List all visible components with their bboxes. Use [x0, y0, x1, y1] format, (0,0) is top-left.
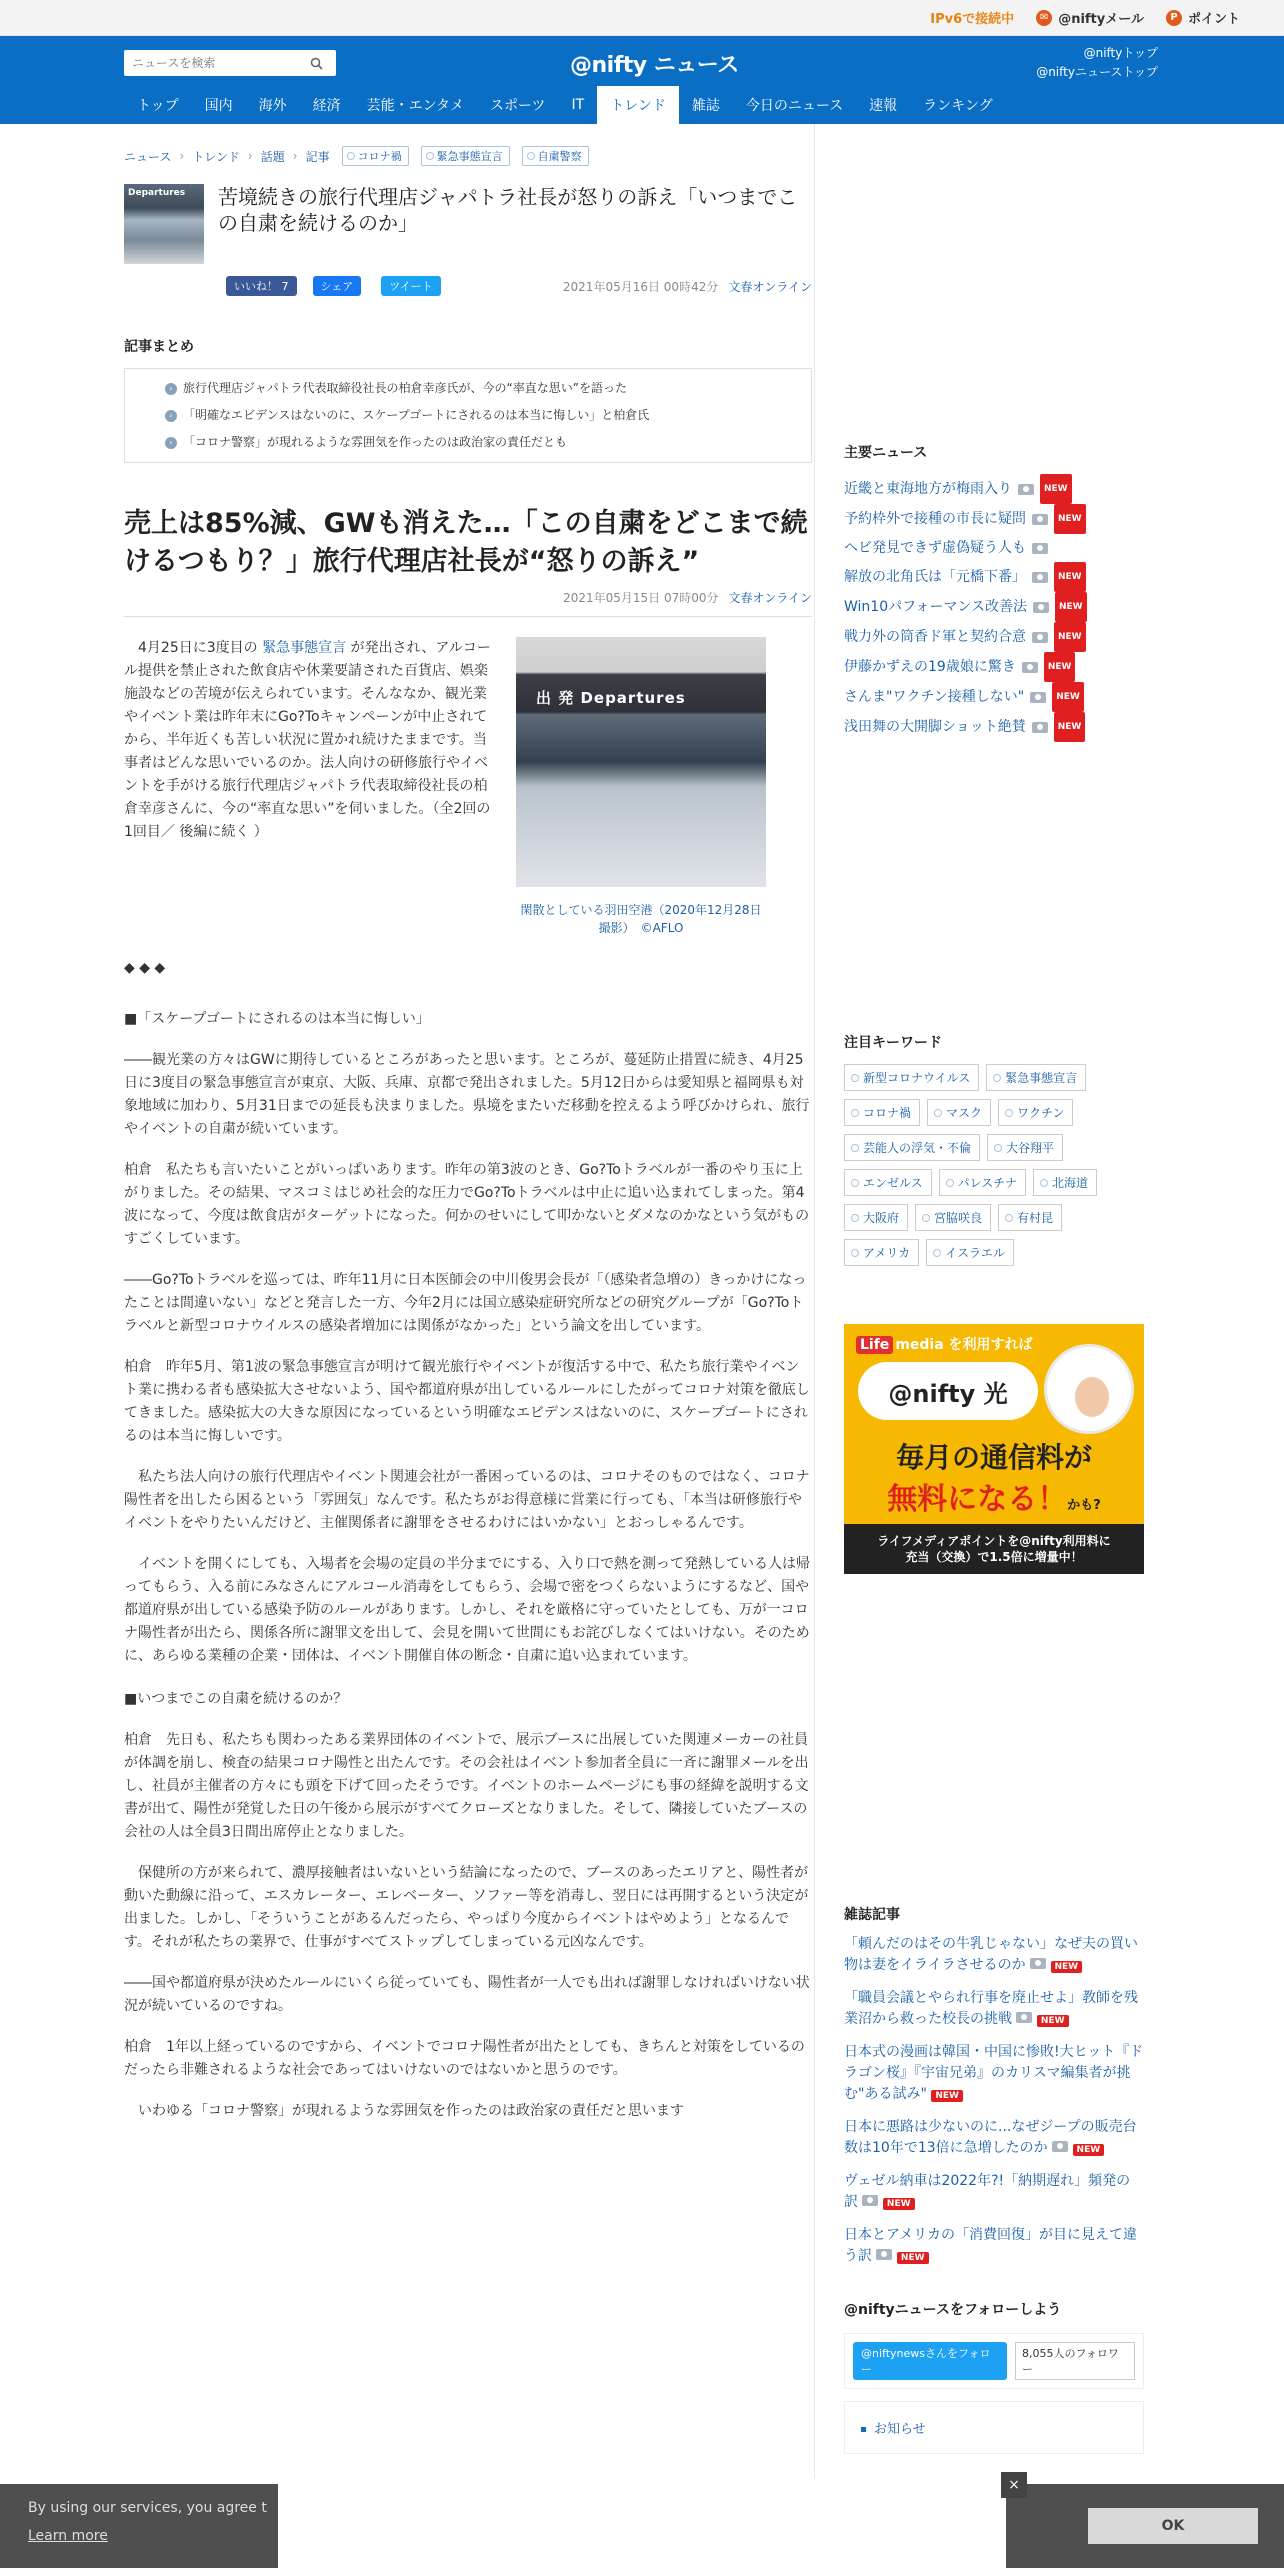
- new-badge: NEW: [1054, 712, 1086, 742]
- nav-today[interactable]: 今日のニュース: [745, 98, 844, 114]
- info-box: [844, 2401, 1144, 2454]
- keyword-tag[interactable]: 大谷翔平: [987, 1134, 1063, 1161]
- nav-breaking[interactable]: 速報: [869, 98, 898, 114]
- magazine-link[interactable]: ヴェゼル納車は2022年?!「納期遅れ」頻発の訳 NEW: [844, 2173, 1131, 2210]
- breadcrumb: ニュース › トレンド › 話題 › 記事 コロナ禍 緊急事態宣言 自粛警察: [124, 146, 812, 166]
- section-heading: ■「スケープゴートにされるのは本当に悔しい」: [124, 1011, 430, 1027]
- tag-link[interactable]: 自粛警察: [522, 146, 589, 166]
- new-badge: NEW: [1051, 1961, 1083, 1973]
- summary-heading: 記事まとめ: [124, 339, 194, 355]
- body-paragraph: ――観光業の方々はGWに期待しているところがあったと思います。ところが、蔓延防止措置に続き、4月25日に3度目の緊急事態宣言が東京、大阪、兵庫、京都で発出されました。5月12日からは愛知県と福岡県も対象地域に加わり、5月31日までの延長も決まりました。県境をまたいだ移動を控えるよう呼びかけられ、旅行やイベントの自粛が続いています。: [124, 1052, 810, 1137]
- article-photo: [516, 637, 766, 937]
- ad-footer: ライフメディアポイントを@nifty利用料に 充当（交換）で1.5倍に増量中！: [844, 1524, 1144, 1574]
- nav-magazine[interactable]: 雑誌: [691, 98, 720, 114]
- keyword-tag[interactable]: アメリカ: [844, 1239, 919, 1266]
- camera-icon: [862, 2195, 878, 2206]
- site-header: [0, 36, 1284, 124]
- article-meta: [124, 589, 812, 617]
- advertisement-banner[interactable]: [844, 1324, 1144, 1574]
- column-divider: [814, 124, 815, 2568]
- new-badge: NEW: [1054, 622, 1086, 652]
- ad-logo: @nifty 光: [858, 1362, 1038, 1420]
- new-badge: NEW: [883, 2198, 915, 2210]
- body-paragraph: ――国や都道府県が決めたルールにいくら従っていても、陽性者が一人でも出れば謝罪しなければいけない状況が続いているのですね。: [124, 1975, 810, 2014]
- camera-icon: [1052, 2141, 1068, 2152]
- news-link[interactable]: ヘビ発見できず虚偽疑う人も: [844, 534, 1144, 562]
- nav-overseas[interactable]: 海外: [258, 98, 287, 114]
- search-input[interactable]: [124, 56, 304, 70]
- bullet-icon: [861, 2427, 866, 2432]
- arrow-icon: ›: [165, 437, 177, 449]
- new-badge: NEW: [1055, 592, 1087, 622]
- camera-icon: [1030, 1958, 1046, 1969]
- article-header: [124, 184, 812, 264]
- magazine-link[interactable]: 日本式の漫画は韓国・中国に惨敗!大ヒット『ドラゴン桜』『宇宙兄弟』のカリスマ編集者が挑む"ある試み" NEW: [844, 2044, 1144, 2102]
- nav-economy[interactable]: 経済: [312, 98, 341, 114]
- twitter-follow: [844, 2333, 1144, 2389]
- ad-line1: 毎月の通信料が: [895, 1441, 1092, 1474]
- magazine-link[interactable]: 日本とアメリカの「消費回復」が目に見えて違う訳 NEW: [844, 2227, 1138, 2264]
- article-thumbnail: Departures: [124, 184, 204, 264]
- camera-icon: [1032, 572, 1048, 583]
- news-link[interactable]: さんま"ワクチン接種しない" NEW: [844, 682, 1144, 712]
- nav-top[interactable]: トップ: [137, 98, 179, 114]
- sheep-mascot-icon: [1044, 1344, 1134, 1434]
- sidebar: [844, 124, 1144, 2454]
- keyword-tag[interactable]: コロナ禍: [844, 1099, 920, 1126]
- header-links: [1036, 44, 1158, 82]
- section-heading: ■いつまでこの自粛を続けるのか？: [124, 1691, 348, 1707]
- breadcrumb-trend[interactable]: トレンド: [192, 149, 240, 164]
- top-utility-bar: [0, 0, 1284, 36]
- magazine-link[interactable]: 日本に悪路は少ないのに...なぜジープの販売台数は10年で13倍に急増したのか NEW: [844, 2119, 1137, 2156]
- news-link[interactable]: 伊藤かずえの19歳娘に驚き NEW: [844, 652, 1144, 682]
- overlay-popup: [278, 2477, 1020, 2568]
- body-paragraph: 私たち法人向けの旅行代理店やイベント関連会社が一番困っているのは、コロナそのものではなく、コロナ陽性者を出したら困るという「雰囲気」なんです。私たちがお得意様に営業に行っても、「本当は研修旅行やイベントをやりたいんだけど、主催関係者に謝罪をさせるわけにはいかない」とおっしゃるんです。: [124, 1469, 810, 1531]
- emergency-link[interactable]: 緊急事態宣言: [262, 640, 347, 656]
- site-logo[interactable]: @nifty ニュース: [570, 53, 739, 78]
- arrow-icon: ›: [165, 383, 177, 395]
- p-icon: P: [1166, 10, 1182, 26]
- body-paragraph: 保健所の方が来られて、濃厚接触者はいないという結論になったので、ブースのあったエリアと、陽性者が動いた動線に沿って、エスカレーター、エレベーター、ソファー等を消毒し、翌日には再開するという決定が出ました。しかし、「そういうことがあるんだったら、やっぱり今度からイベントはやめよう」となるんです。それが私たちの業界で、仕事がすべてストップしてしまっている元凶なんです。: [124, 1865, 809, 1950]
- keyword-block: [844, 1032, 1144, 1266]
- breadcrumb-article[interactable]: 記事: [305, 149, 330, 164]
- keyword-list: [844, 1064, 1144, 1266]
- cookie-text: By using our services, you agree t: [28, 2500, 267, 2516]
- search-box: [124, 50, 336, 76]
- article-source[interactable]: 文春オンライン: [728, 279, 812, 294]
- ad-line2: 無料になる！かも?: [887, 1482, 1101, 1517]
- magazine-link[interactable]: 「職員会議とやられ行事を廃止せよ」教師を残業沼から救った校長の挑戦 NEW: [844, 1990, 1138, 2027]
- photo-caption[interactable]: 閑散としている羽田空港（2020年12月28日撮影） ©AFLO: [520, 903, 762, 935]
- new-badge: NEW: [1054, 504, 1086, 534]
- learn-more-link[interactable]: Learn more: [28, 2528, 108, 2544]
- keyword-tag[interactable]: パレスチナ: [939, 1169, 1026, 1196]
- breadcrumb-topic[interactable]: 話題: [260, 149, 285, 164]
- new-badge: NEW: [1040, 474, 1072, 504]
- new-badge: NEW: [1044, 652, 1076, 682]
- nifty-top-link[interactable]: @niftyトップ: [1083, 46, 1158, 60]
- nav-sports[interactable]: スポーツ: [490, 98, 546, 114]
- tag-link[interactable]: コロナ禍: [342, 146, 409, 166]
- keyword-tag[interactable]: 有村昆: [998, 1204, 1062, 1231]
- keyword-tag[interactable]: エンゼルス: [844, 1169, 932, 1196]
- nav-domestic[interactable]: 国内: [204, 98, 233, 114]
- summary-item: › 旅行代理店ジャパトラ代表取締役社長の柏倉幸彦氏が、今の“率直な思い”を語った: [165, 375, 811, 402]
- camera-icon: [876, 2249, 892, 2260]
- keyword-tag[interactable]: 大阪府: [844, 1204, 908, 1231]
- follower-count[interactable]: 8,055人のフォロワー: [1015, 2342, 1135, 2380]
- camera-icon: [1032, 543, 1048, 554]
- article-body: [124, 957, 812, 2123]
- new-badge: NEW: [1037, 2015, 1069, 2027]
- new-badge: NEW: [1054, 562, 1086, 592]
- follow-heading: @niftyニュースをフォローしよう: [844, 2302, 1062, 2318]
- camera-icon: [1032, 632, 1048, 643]
- keyword-tag[interactable]: マスク: [927, 1099, 991, 1126]
- follow-block: [844, 2299, 1144, 2454]
- nav-trend[interactable]: トレンド: [597, 86, 679, 124]
- keyword-tag[interactable]: 宮脇咲良: [915, 1204, 991, 1231]
- nav-it[interactable]: IT: [571, 97, 585, 113]
- article-headline: 売上は85%減、GWも消えた…「この自粛をどこまで続けるつもり？」旅行代理店社長が“怒りの訴え”: [124, 508, 808, 577]
- article-title: 苦境続きの旅行代理店ジャパトラ社長が怒りの訴え「いつまでこの自粛を続けるのか」: [218, 185, 798, 235]
- tweet-button[interactable]: ツイート: [381, 276, 440, 296]
- arrow-icon: ›: [165, 410, 177, 422]
- cookie-ok-button[interactable]: OK: [1088, 2508, 1258, 2544]
- magazine-block: [844, 1904, 1144, 2269]
- summary-item: › 「明確なエビデンスはないのに、スケープゴートにされるのは本当に悔しい」と柏倉氏: [165, 402, 811, 429]
- share-row: [124, 276, 812, 296]
- keyword-tag[interactable]: 緊急事態宣言: [986, 1064, 1086, 1091]
- keyword-tag[interactable]: ワクチン: [998, 1099, 1073, 1126]
- airport-image[interactable]: 出 発 Departures: [516, 637, 766, 887]
- nifty-news-top-link[interactable]: @niftyニューストップ: [1036, 65, 1158, 79]
- camera-icon: [1018, 484, 1034, 495]
- camera-icon: [1016, 2012, 1032, 2023]
- keyword-tag[interactable]: 北海道: [1033, 1169, 1097, 1196]
- mail-link[interactable]: ✉ @niftyメール: [1036, 8, 1144, 27]
- keywords-heading: 注目キーワード: [844, 1035, 942, 1051]
- news-link[interactable]: 近畿と東海地方が梅雨入り NEW: [844, 474, 1144, 504]
- nav-entertainment[interactable]: 芸能・エンタメ: [366, 98, 465, 114]
- main-news-block: [844, 442, 1144, 742]
- article-date: 2021年05月16日 00時42分: [562, 279, 719, 294]
- keyword-tag[interactable]: 新型コロナウイルス: [844, 1064, 979, 1091]
- body-paragraph: いわゆる「コロナ警察」が現れるような雰囲気を作ったのは政治家の責任だと思います: [138, 2103, 684, 2119]
- new-badge: NEW: [931, 2090, 963, 2102]
- news-link[interactable]: 解放の北角氏は「元橋下番」 NEW: [844, 562, 1144, 592]
- twitter-follow-button[interactable]: @niftynewsさんをフォロー: [853, 2342, 1007, 2380]
- magazine-link[interactable]: 「頼んだのはその牛乳じゃない」なぜ夫の買い物は妻をイライラさせるのか NEW: [844, 1936, 1138, 1973]
- lead-paragraph: 4月25日に3度目の 緊急事態宣言 が発出され、アルコール提供を禁止された飲食店や休業要請された百貨店、娯楽施設などの苦境が伝えられています。そんななか、観光業やイベント業は昨年末にGo?Toキャンペーンが中止されてから、半年近くも苦しい状況に置かれ続けたままです。当事者はどんな思いでいるのか。法人向けの研修旅行やイベントを手がける旅行代理店ジャパトラ代表取締役社長の柏倉幸彦さんに、今の“率直な思い”を伺いました。（全2回の1回目／ 後編に続く ）: [124, 640, 491, 840]
- tag-link[interactable]: 緊急事態宣言: [421, 146, 510, 166]
- point-link[interactable]: P ポイント: [1166, 8, 1240, 27]
- camera-icon: [1033, 602, 1049, 613]
- section-divider: ◆ ◆ ◆: [124, 960, 166, 976]
- breadcrumb-news[interactable]: ニュース: [124, 149, 172, 164]
- ipv6-status: IPv6で接続中: [930, 12, 1015, 27]
- new-badge: NEW: [1073, 2144, 1105, 2156]
- source-link[interactable]: 文春オンライン: [728, 591, 812, 605]
- camera-icon: [1032, 514, 1048, 525]
- main-nav: [124, 86, 1006, 124]
- body-paragraph: 柏倉 私たちも言いたいことがいっぱいあります。昨年の第3波のとき、Go?Toトラベルが一番のやり玉に上がりました。その結果、マスコミはじめ社会的な圧力でGo?Toトラベルは中止に追い込まれてしまった。第4波になって、今度は飲食店がターゲットになった。何かのせいにして叩かないとダメなのかなという気がものすごくしています。: [124, 1162, 810, 1247]
- info-link[interactable]: お知らせ: [874, 2422, 926, 2437]
- body-paragraph: 柏倉 先日も、私たちも関わったある業界団体のイベントで、展示ブースに出展していた関連メーカーの社員が体調を崩し、検査の結果コロナ陽性と出たんです。その会社はイベント参加者全員に一斉に謝罪メールを出し、社員が主催者の方々にも頭を下げて回ったそうです。イベントのホームページにも事の経緯を説明する文書が出て、陽性が発覚した日の午後から展示がすべてクローズとなりました。そして、隣接していたブースの会社の人は全員3日間出席停止となりました。: [124, 1732, 809, 1840]
- summary-list: [124, 368, 812, 463]
- camera-icon: [1032, 722, 1048, 733]
- main-column: [124, 124, 812, 2123]
- mail-icon: ✉: [1036, 10, 1052, 26]
- main-news-heading: 主要ニュース: [844, 445, 928, 461]
- camera-icon: [1022, 662, 1038, 673]
- news-link[interactable]: 浅田舞の大開脚ショット絶賛 NEW: [844, 712, 1144, 742]
- lead-section: [124, 637, 812, 937]
- news-link[interactable]: Win10パフォーマンス改善法 NEW: [844, 592, 1144, 622]
- keyword-tag[interactable]: 芸能人の浮気・不倫: [844, 1134, 980, 1161]
- keyword-tag[interactable]: イスラエル: [926, 1239, 1014, 1266]
- main-news-list: [844, 474, 1144, 742]
- facebook-like-button[interactable]: いいね！ 7: [226, 276, 297, 296]
- news-link[interactable]: 戦力外の筒香ド軍と契約合意 NEW: [844, 622, 1144, 652]
- summary-item: › 「コロナ警察」が現れるような雰囲気を作ったのは政治家の責任だとも: [165, 429, 811, 456]
- facebook-share-button[interactable]: シェア: [313, 276, 362, 296]
- body-paragraph: 柏倉 昨年5月、第1波の緊急事態宣言が明けて観光旅行やイベントが復活する中で、私たち旅行業やイベント業に携わる者も感染拡大させないよう、国や都道府県が出しているルールにしたがってコロナ対策を徹底してきました。感染拡大の大きな原因になっているという明確なエビデンスはないのに、スケープゴートにされるのは本当に悔しいです。: [124, 1359, 810, 1444]
- publish-date: 2021年05月15日 07時00分: [563, 591, 719, 605]
- body-paragraph: イベントを開くにしても、入場者を会場の定員の半分までにする、入り口で熱を測って発熱している人は帰ってもらう、入る前にみなさんにアルコール消毒をしてもらう、会場で密をつくらないようにするなど、国や都道府県が出している感染予防のルールがあります。しかし、それを厳格に守っていたとしても、万が一コロナ陽性者が出たら、関係各所に謝罪文を出して、会見を開いて世間にもお詫びしなくてはいけない。そのために、あらゆる業種の企業・団体は、イベント開催自体の断念・自粛に追い込まれています。: [124, 1556, 810, 1664]
- new-badge: NEW: [1052, 682, 1084, 712]
- body-paragraph: 柏倉 1年以上経っているのですから、イベントでコロナ陽性者が出たとしても、きちんと対策をしているのだったら非難されるような社会であってはいけないのではないかと思うのです。: [124, 2039, 805, 2078]
- search-icon[interactable]: [304, 51, 328, 75]
- ad-brand: Life media を利用すれば: [856, 1334, 1033, 1354]
- body-paragraph: ――Go?Toトラベルを巡っては、昨年11月に日本医師会の中川俊男会長が「（感染者急増の）きっかけになったことは間違いない」などと発言した一方、今年2月には国立感染症研究所などの研究グループが「Go?Toトラベルと新型コロナウイルスの感染者増加には関係がなかった」という論文を出しています。: [124, 1272, 807, 1334]
- close-icon[interactable]: ×: [1001, 2472, 1027, 2498]
- news-link[interactable]: 予約枠外で接種の市長に疑問 NEW: [844, 504, 1144, 534]
- new-badge: NEW: [897, 2252, 929, 2264]
- nav-ranking[interactable]: ランキング: [923, 98, 993, 114]
- magazine-heading: 雑誌記事: [844, 1907, 900, 1923]
- camera-icon: [1030, 692, 1046, 703]
